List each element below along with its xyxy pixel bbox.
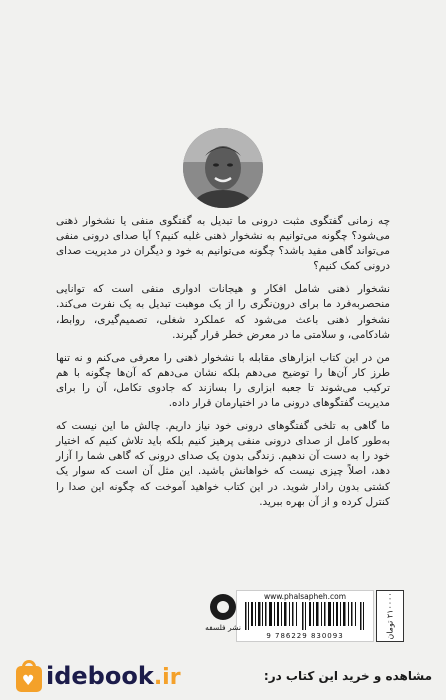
author-portrait-photo [183,128,263,208]
blurb-paragraph-2: نشخوار ذهنی شامل افکار و هیجانات ادواری منفی است که توانایی منحصربه‌فرد ما برای درون‌نگری را از یک موهبت تبدیل به یک نفرت می‌کند. نشخوار ذهنی باعث می‌شود که عملکرد شغلی، تصمیم‌گیری، روابط، شادکامی، و سلامتی ما در معرض خطر قرار گیرند. [56,283,390,341]
publisher-name: نشر فلسفه [205,623,241,632]
publisher-logo-icon [210,594,236,620]
blurb-paragraph-4: ما گاهی به تلخی گفتگوهای درونی خود نیاز داریم. چالش ما این نیست که به‌طور کامل از صدای درونی منفی پرهیز کنیم بلکه باید تلاش کنیم که اختیار خود را به دست آن ندهیم. زندگی بدون یک صدای درونی که گاهی شما را آزار دهد، اصلاً چیزی نیست که خواهانش باشید. این مثل آن است که سوار یک کشتی بدون رادار شوید. در این کتاب خواهید آموخت که چگونه این صدا را کنترل کرده و از آن بهره ببرید. [56,420,390,508]
blurb-paragraph-1: چه زمانی گفتگوی مثبت درونی ما تبدیل به گفتگوی منفی یا نشخوار ذهنی می‌شود؟ چگونه می‌توانیم به نشخوار ذهنی غلبه کنیم؟ آیا صدای درونی منفی می‌تواند گاهی مفید باشد؟ چگونه می‌توانیم به خود و دیگران در مدیریت صدای درونی کمک کنیم؟ [56,215,390,273]
blurb-paragraph-3: من در این کتاب ابزارهای مقابله با نشخوار ذهنی را معرفی می‌کنم و نه تنها طرز کار آن‌ها را توضیح می‌دهم بلکه نشان می‌دهم که آن‌ها چگونه با هم ترکیب می‌شوند تا جعبه ابزاری را بسازند که جادوی تکامل، آن را برای مدیریت گفتگوهای درونی ما در اختیارمان قرار داده. [56,351,390,410]
price-box [376,590,404,642]
publisher-website: www.phalsapheh.com [263,592,347,601]
publisher-logo [200,594,246,640]
shopping-bag-heart-icon: ♥ [14,660,44,692]
site-tld: .ir [153,665,181,690]
isbn-barcode [236,590,374,642]
blurb-text [56,214,390,518]
buy-cta-text: مشاهده و خرید این کتاب در: [263,669,432,683]
idebook-logo[interactable] [14,660,181,692]
author-portrait [183,128,263,208]
site-name: idebook [46,662,154,690]
cover-footer [52,590,404,640]
isbn-number: 9 786229 830093 [266,632,344,640]
price-label: ۲۱۰۰۰۰ تومان [385,592,395,640]
barcode-icon [245,602,365,630]
